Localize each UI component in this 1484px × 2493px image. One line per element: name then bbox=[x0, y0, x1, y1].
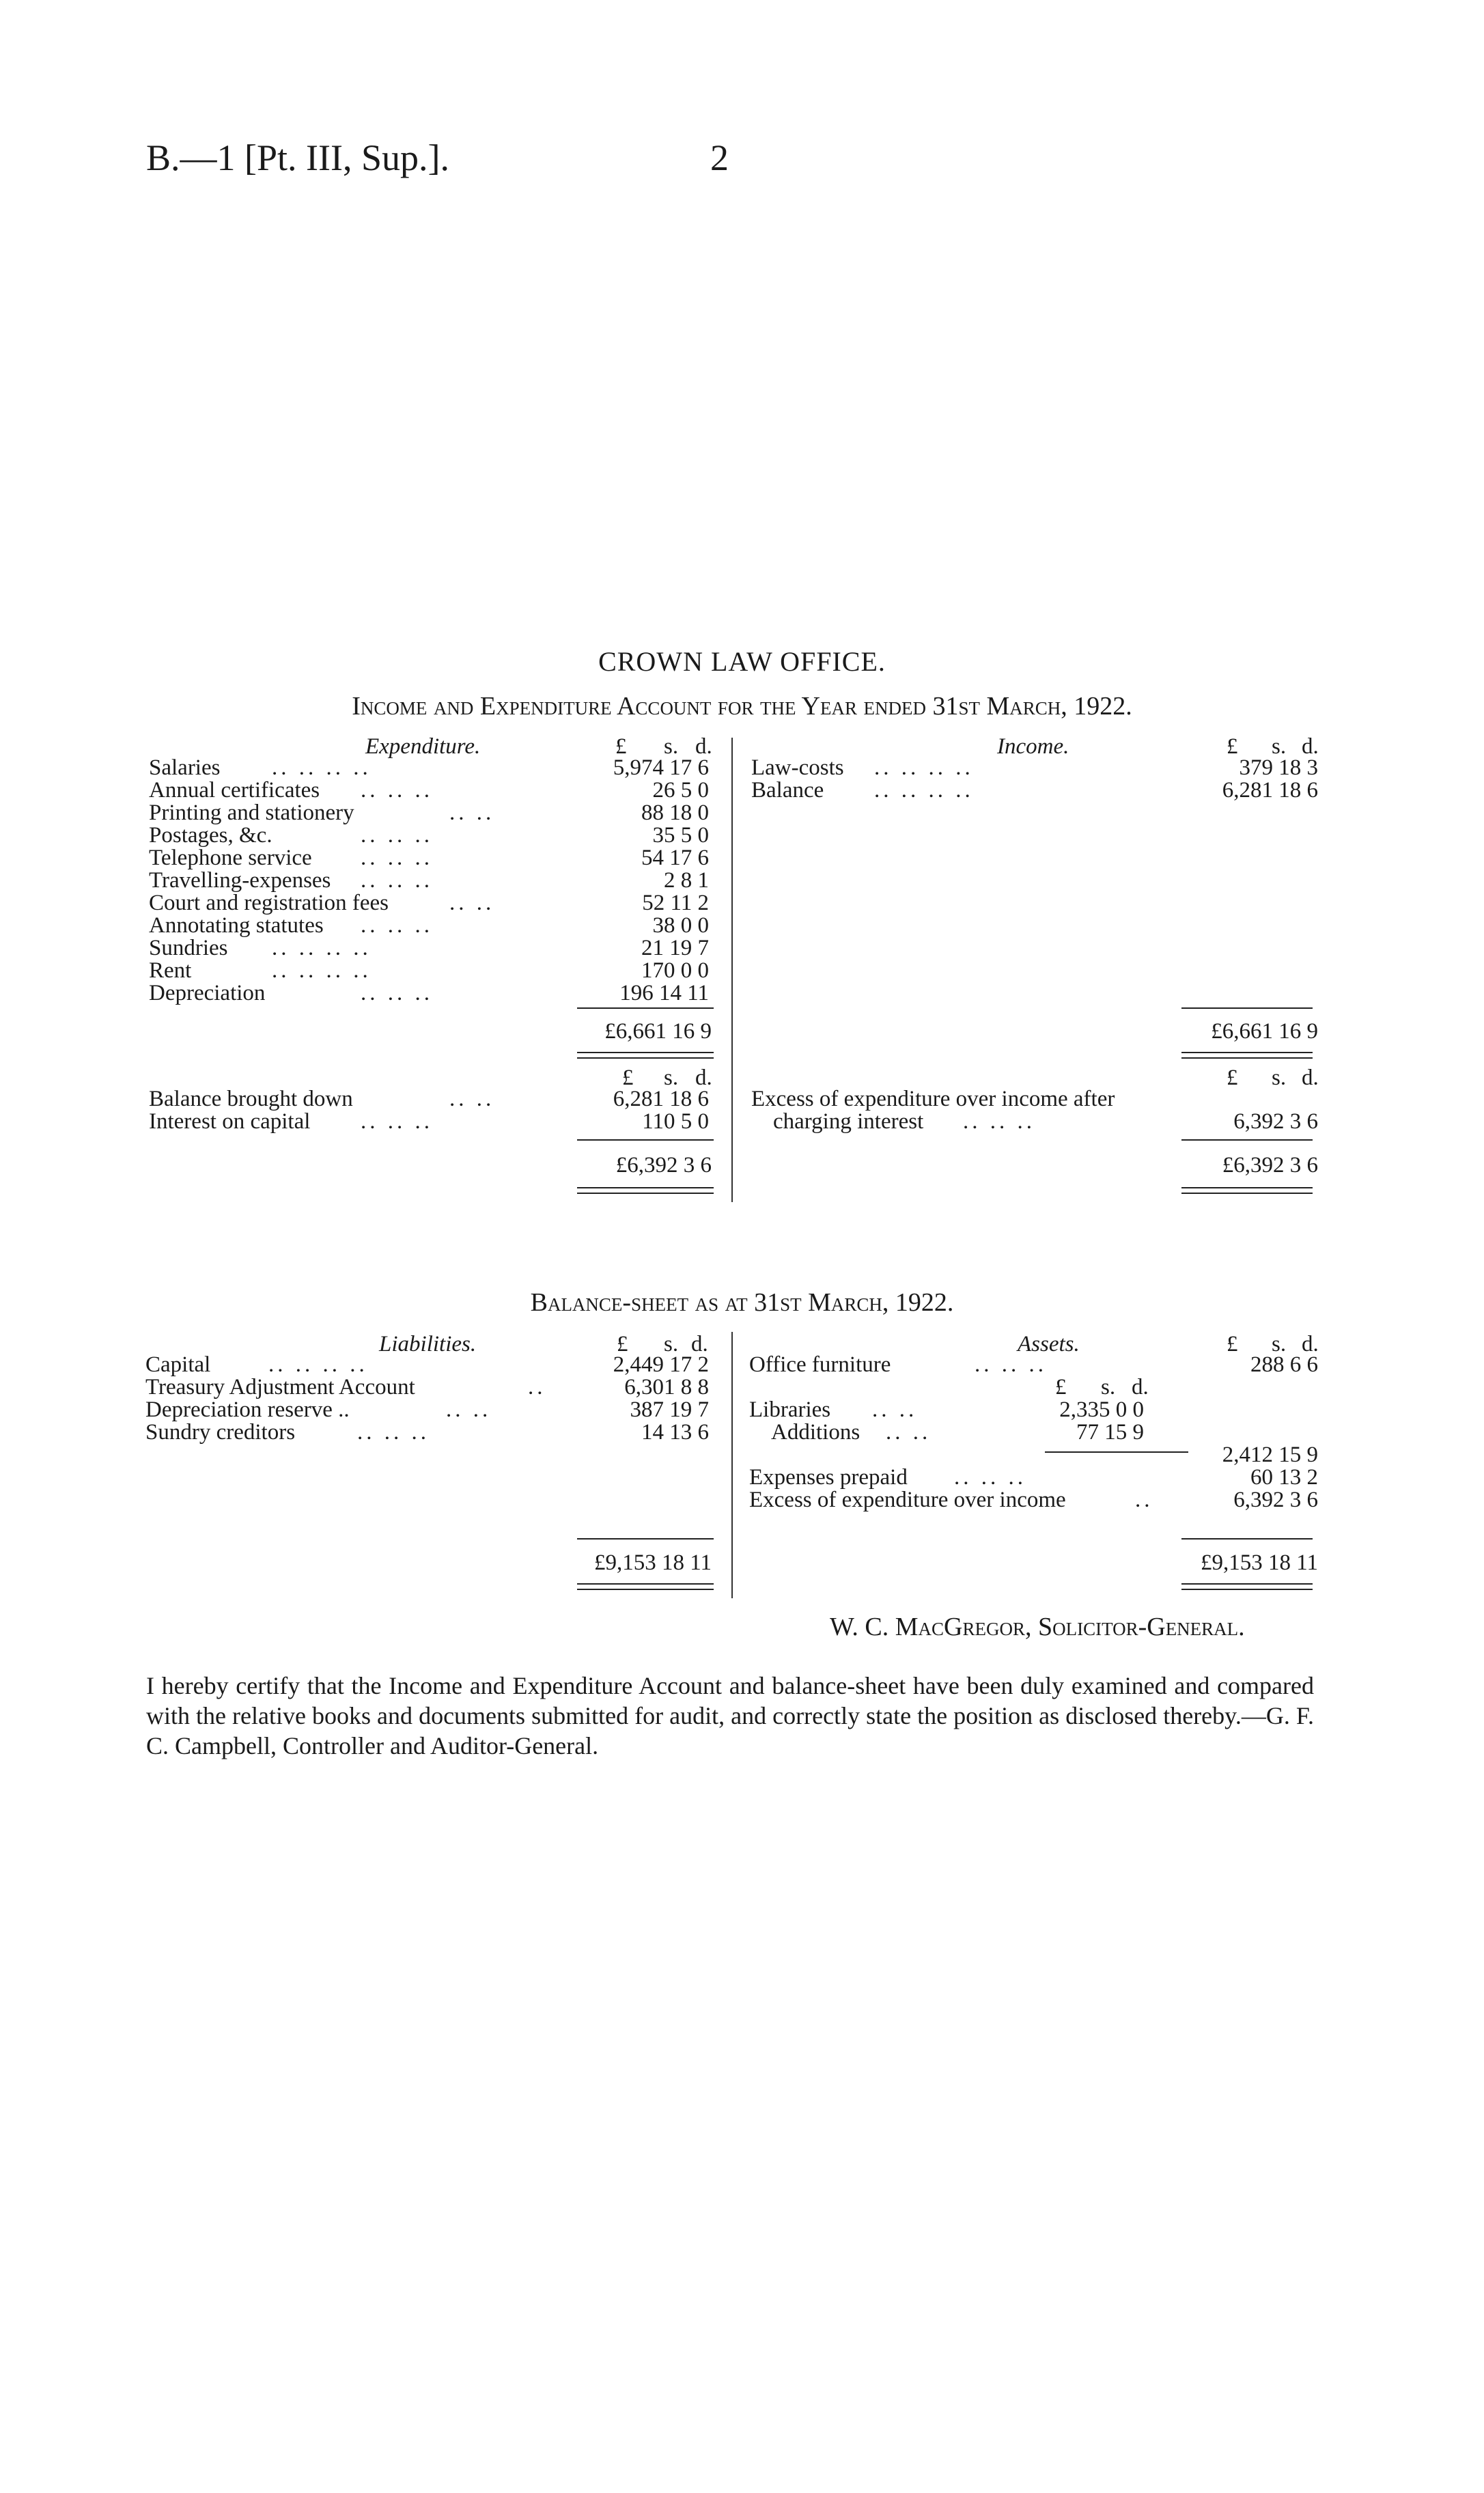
liability-row bbox=[145, 1399, 726, 1421]
income-amount: 379 18 3 bbox=[1239, 755, 1318, 780]
expenditure-amount: 38 0 0 bbox=[652, 913, 709, 938]
excess-total: £6,392 3 6 bbox=[1222, 1153, 1318, 1178]
expenditure-label: Salaries bbox=[149, 755, 221, 780]
leader-dots: .. bbox=[528, 1375, 546, 1399]
income-amount: 6,281 18 6 bbox=[1222, 778, 1318, 803]
inner-col-head-pence: d. bbox=[1132, 1375, 1149, 1399]
asset-label: Expenses prepaid bbox=[749, 1465, 908, 1490]
expenditure-amount: 35 5 0 bbox=[652, 823, 709, 848]
total-double-rule bbox=[577, 1052, 714, 1059]
expenditure-row bbox=[149, 779, 723, 802]
libraries-subtotal-rule bbox=[1045, 1451, 1188, 1453]
total-double-rule bbox=[1181, 1187, 1313, 1194]
leader-dots: .. .. .. .. bbox=[874, 778, 974, 803]
total-double-rule bbox=[1181, 1052, 1313, 1059]
leader-dots: .. .. .. .. bbox=[272, 958, 372, 983]
expenditure-row bbox=[149, 960, 723, 982]
column-divider bbox=[731, 738, 733, 1202]
leader-dots: .. .. bbox=[449, 891, 495, 915]
subtotal-rule bbox=[577, 1007, 714, 1009]
expenditure-amount: 170 0 0 bbox=[641, 958, 709, 983]
balance-down-amount: 6,281 18 6 bbox=[613, 1087, 709, 1111]
expenditure-amount: 26 5 0 bbox=[652, 778, 709, 803]
audit-certificate: I hereby certify that the Income and Expenditure Account and balance-sheet have been duly examined and compared with the relative books and documents submitted for audit, and correctly state the position as disclosed thereby.—G. F. C. Campbell, Controller and Auditor-General. bbox=[146, 1672, 1314, 1759]
income-row bbox=[751, 779, 1325, 802]
leader-dots: .. .. .. bbox=[975, 1352, 1047, 1377]
excess-row bbox=[751, 1088, 1325, 1111]
sec2r-col-head-pence: d. bbox=[1302, 1066, 1319, 1090]
liab-col-head-pence: d. bbox=[691, 1332, 708, 1356]
balance-down-label: Balance brought down bbox=[149, 1087, 353, 1111]
liability-amount: 6,301 8 8 bbox=[624, 1375, 709, 1399]
page-number: 2 bbox=[710, 137, 729, 178]
excess-row bbox=[751, 1111, 1325, 1133]
total-double-rule bbox=[1181, 1583, 1313, 1590]
liability-row bbox=[145, 1376, 726, 1399]
leader-dots: .. .. .. bbox=[361, 1109, 433, 1134]
balance-column-divider bbox=[731, 1332, 733, 1598]
income-col-head-shillings: s. bbox=[1272, 734, 1287, 759]
expenditure-amount: 5,974 17 6 bbox=[613, 755, 709, 780]
asset-row bbox=[749, 1466, 1326, 1489]
expenditure-label: Rent bbox=[149, 958, 192, 983]
excess-amount: 6,392 3 6 bbox=[1233, 1109, 1318, 1134]
subtotal-rule bbox=[577, 1139, 714, 1141]
liability-label: Depreciation reserve .. bbox=[145, 1397, 350, 1422]
asset-row bbox=[749, 1444, 1326, 1466]
asset-row bbox=[749, 1354, 1326, 1376]
subtotal-rule bbox=[1181, 1007, 1313, 1009]
expenditure-heading: Expenditure. bbox=[365, 734, 481, 759]
leader-dots: .. .. .. .. bbox=[272, 936, 372, 960]
income-label: Balance bbox=[751, 778, 824, 803]
asset-label: Excess of expenditure over income bbox=[749, 1488, 1066, 1512]
leader-dots: .. .. .. .. bbox=[272, 755, 372, 780]
leader-dots: .. .. .. bbox=[357, 1420, 430, 1445]
leader-dots: .. .. bbox=[446, 1397, 492, 1422]
leader-dots: .. .. .. bbox=[361, 778, 433, 803]
expenditure-row bbox=[149, 824, 723, 847]
liabilities-heading: Liabilities. bbox=[379, 1332, 477, 1356]
expenditure-row bbox=[149, 892, 723, 915]
leader-dots: .. .. .. bbox=[361, 981, 433, 1005]
asset-sub-amount: 77 15 9 bbox=[1076, 1420, 1144, 1445]
expenditure-row bbox=[149, 937, 723, 960]
income-col-head-pence: d. bbox=[1302, 734, 1319, 759]
liability-amount: 387 19 7 bbox=[630, 1397, 709, 1422]
assets-total: £9,153 18 11 bbox=[1200, 1550, 1318, 1575]
account-title: Income and Expenditure Account for the Year ended 31st March, 1922. bbox=[352, 692, 1132, 721]
asset-amount: 60 13 2 bbox=[1250, 1465, 1318, 1490]
income-col-head-pounds: £ bbox=[1227, 734, 1238, 759]
liab-col-head-pounds: £ bbox=[617, 1332, 628, 1356]
income-heading: Income. bbox=[997, 734, 1069, 759]
office-title: CROWN LAW OFFICE. bbox=[598, 646, 886, 677]
liability-row bbox=[145, 1354, 726, 1376]
liability-label: Treasury Adjustment Account bbox=[145, 1375, 415, 1399]
liability-label: Capital bbox=[145, 1352, 211, 1377]
expenditure-label: Annual certificates bbox=[149, 778, 320, 803]
asset-label: Office furniture bbox=[749, 1352, 891, 1377]
asset-row bbox=[749, 1489, 1326, 1512]
expenditure-list bbox=[149, 757, 723, 1005]
leader-dots: .. .. bbox=[872, 1397, 918, 1422]
income-label: Law-costs bbox=[751, 755, 844, 780]
expenditure-amount: 196 14 11 bbox=[619, 981, 709, 1005]
expenditure-label: Printing and stationery bbox=[149, 800, 354, 825]
sec2-col-head-pounds: £ bbox=[622, 1066, 634, 1090]
expenditure-amount: 88 18 0 bbox=[641, 800, 709, 825]
expenditure-label: Sundries bbox=[149, 936, 228, 960]
asset-amount: 2,412 15 9 bbox=[1222, 1443, 1318, 1467]
subtotal-rule bbox=[577, 1538, 714, 1540]
balance-sheet-title: Balance-sheet as at 31st March, 1922. bbox=[530, 1288, 954, 1317]
excess-label-line1: Excess of expenditure over income after bbox=[751, 1087, 1115, 1111]
expenditure-amount: 21 19 7 bbox=[641, 936, 709, 960]
leader-dots: .. .. .. .. bbox=[268, 1352, 368, 1377]
assets-col-head-pounds: £ bbox=[1227, 1332, 1238, 1356]
expenditure-label: Annotating statutes bbox=[149, 913, 324, 938]
subtotal-rule bbox=[1181, 1538, 1313, 1540]
expenditure-row bbox=[149, 869, 723, 892]
assets-col-head-pence: d. bbox=[1302, 1332, 1319, 1356]
leader-dots: .. .. .. bbox=[361, 823, 433, 848]
leader-dots: .. bbox=[1135, 1488, 1153, 1512]
balance-down-total: £6,392 3 6 bbox=[615, 1153, 712, 1178]
document-reference: B.—1 [Pt. III, Sup.]. bbox=[146, 137, 449, 178]
subtotal-rule bbox=[1181, 1139, 1313, 1141]
sec2r-col-head-shillings: s. bbox=[1272, 1066, 1287, 1090]
assets-heading: Assets. bbox=[1018, 1332, 1080, 1356]
expenditure-row bbox=[149, 802, 723, 824]
expenditure-row bbox=[149, 847, 723, 869]
liab-col-head-shillings: s. bbox=[664, 1332, 679, 1356]
expenditure-total: £6,661 16 9 bbox=[604, 1019, 712, 1044]
expenditure-amount: 52 11 2 bbox=[642, 891, 709, 915]
col-head-shillings: s. bbox=[664, 734, 679, 759]
income-list bbox=[751, 757, 1325, 802]
asset-label: Additions bbox=[771, 1420, 860, 1445]
expenditure-row bbox=[149, 982, 723, 1005]
sec2-col-head-pence: d. bbox=[695, 1066, 712, 1090]
liabilities-list bbox=[145, 1354, 726, 1444]
leader-dots: .. .. .. bbox=[963, 1109, 1035, 1134]
expenditure-row bbox=[149, 757, 723, 779]
inner-col-head-pounds: £ bbox=[1055, 1375, 1067, 1399]
balance-down-list bbox=[149, 1088, 723, 1133]
liability-amount: 2,449 17 2 bbox=[613, 1352, 709, 1377]
liability-row bbox=[145, 1421, 726, 1444]
asset-row bbox=[749, 1399, 1326, 1421]
col-head-pounds: £ bbox=[615, 734, 627, 759]
inner-col-head-shillings: s. bbox=[1101, 1375, 1116, 1399]
excess-list bbox=[751, 1088, 1325, 1133]
sec2-col-head-shillings: s. bbox=[664, 1066, 679, 1090]
leader-dots: .. .. bbox=[449, 1087, 495, 1111]
excess-label-line2: charging interest bbox=[773, 1109, 924, 1134]
balance-down-row bbox=[149, 1088, 723, 1111]
leader-dots: .. .. .. .. bbox=[874, 755, 974, 780]
leader-dots: .. .. bbox=[886, 1420, 932, 1445]
asset-label: Libraries bbox=[749, 1397, 831, 1422]
leader-dots: .. .. .. bbox=[361, 846, 433, 870]
leader-dots: .. .. .. bbox=[361, 868, 433, 893]
expenditure-row bbox=[149, 915, 723, 937]
asset-amount: 288 6 6 bbox=[1250, 1352, 1318, 1377]
expenditure-amount: 2 8 1 bbox=[664, 868, 709, 893]
asset-amount: 6,392 3 6 bbox=[1233, 1488, 1318, 1512]
col-head-pence: d. bbox=[695, 734, 712, 759]
signature: W. C. MacGregor, Solicitor-General. bbox=[830, 1613, 1245, 1641]
assets-col-head-shillings: s. bbox=[1272, 1332, 1287, 1356]
balance-down-label: Interest on capital bbox=[149, 1109, 311, 1134]
balance-down-amount: 110 5 0 bbox=[642, 1109, 709, 1134]
leader-dots: .. .. .. bbox=[361, 913, 433, 938]
expenditure-amount: 54 17 6 bbox=[641, 846, 709, 870]
balance-down-row bbox=[149, 1111, 723, 1133]
expenditure-label: Postages, &c. bbox=[149, 823, 272, 848]
expenditure-label: Telephone service bbox=[149, 846, 312, 870]
leader-dots: .. .. .. bbox=[954, 1465, 1026, 1490]
asset-row bbox=[749, 1421, 1326, 1444]
total-double-rule bbox=[577, 1583, 714, 1590]
asset-inner-heads bbox=[749, 1376, 1326, 1399]
sec2r-col-head-pounds: £ bbox=[1227, 1066, 1238, 1090]
liabilities-total: £9,153 18 11 bbox=[593, 1550, 712, 1575]
liability-amount: 14 13 6 bbox=[641, 1420, 709, 1445]
leader-dots: .. .. bbox=[449, 800, 495, 825]
total-double-rule bbox=[577, 1187, 714, 1194]
asset-sub-amount: 2,335 0 0 bbox=[1059, 1397, 1144, 1422]
assets-list bbox=[749, 1354, 1326, 1512]
expenditure-label: Travelling-expenses bbox=[149, 868, 331, 893]
expenditure-label: Court and registration fees bbox=[149, 891, 389, 915]
expenditure-label: Depreciation bbox=[149, 981, 266, 1005]
income-row bbox=[751, 757, 1325, 779]
income-total: £6,661 16 9 bbox=[1211, 1019, 1318, 1044]
liability-label: Sundry creditors bbox=[145, 1420, 296, 1445]
